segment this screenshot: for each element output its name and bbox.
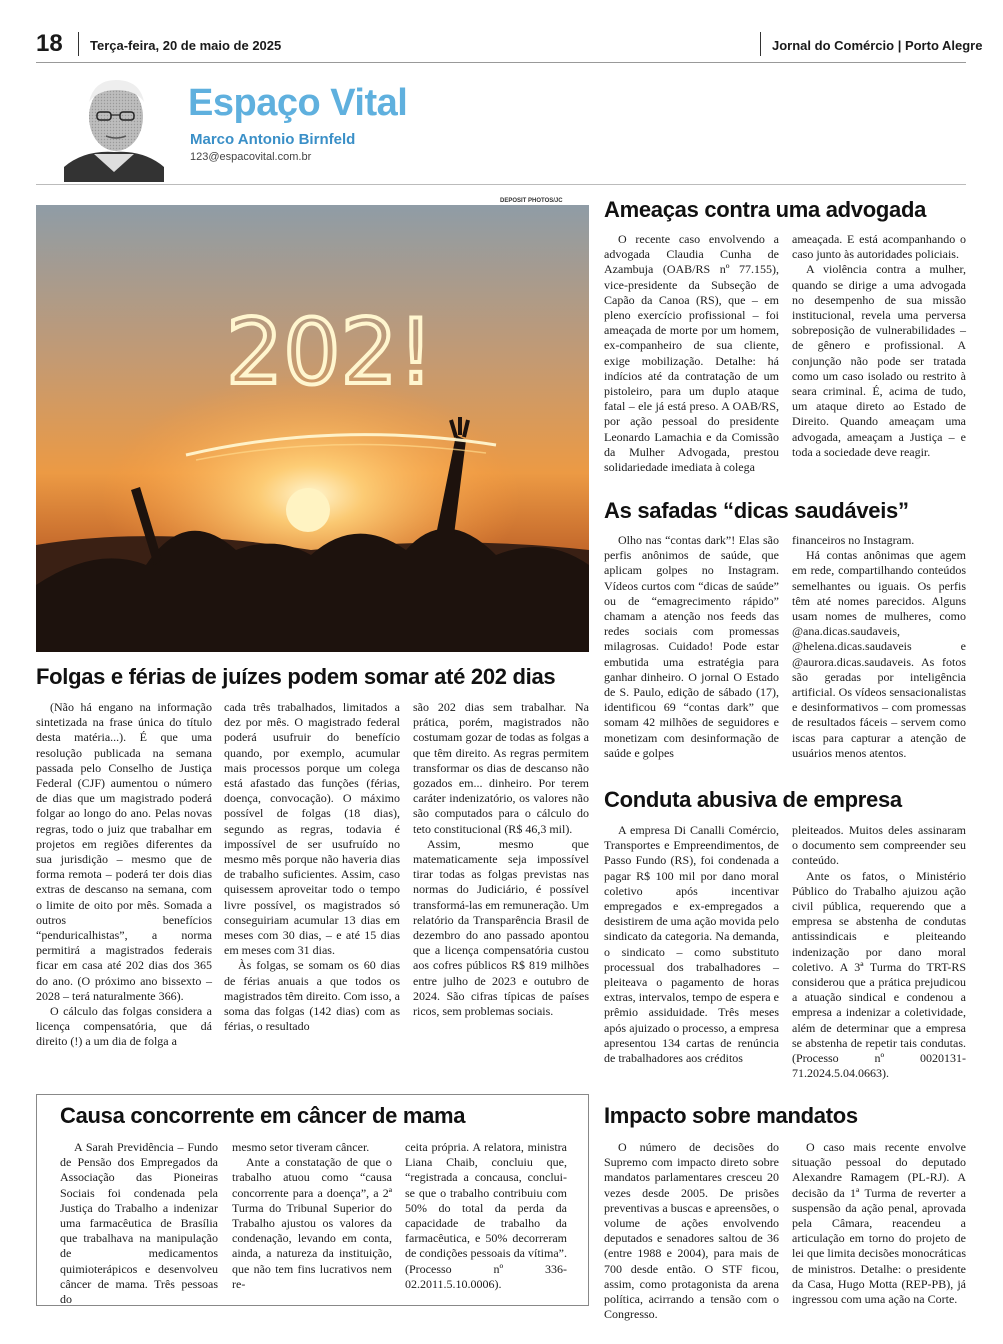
paragraph: ceita própria. A relatora, ministra Liana Chaib, concluiu que, “registrada a concausa, conclui-se que o trabalho contribuiu com 50% do total da perda da capacidade de trabalho da farmacêutica, e 50% decorreram de condições pessoais da vítima”. (Processo nº 336-02.2011.5.10.0006). xyxy=(405,1140,567,1291)
paragraph: ameaçada. E está acompanhando o caso junto às autoridades policiais. xyxy=(792,232,966,262)
author-email: 123@espacovital.com.br xyxy=(190,151,312,163)
sparkle-text: 202! xyxy=(226,300,434,405)
headline-ameacas: Ameaças contra uma advogada xyxy=(604,197,927,222)
article-ameacas-col1 xyxy=(604,232,779,475)
article-conduta-col1 xyxy=(604,823,779,1066)
paragraph: cada três trabalhados, limitados a dez por mês. O magistrado federal poderá usufruir do benefício quando, por exemplo, acumular mais processos porque um colega está afastado das funções (férias, doença, convocação). O máximo possível de folgas (18 dias), segundo as regras, todavia é impossível de ser usufruído no mesmo mês porque não haveria dias de trabalho suficientes. Assim, caso quisessem aproveitar todo o tempo livre possível, os magistrados só conseguiriam acumular 13 dias em meses com 30 dias, – e até 15 dias em meses com 31 dias. xyxy=(224,700,400,958)
paragraph: Às folgas, se somam os 60 dias de férias anuais a que todos os magistrados têm direito. Com isso, a soma das folgas (142 dias) com as férias, o resultado xyxy=(224,958,400,1034)
paragraph: O cálculo das folgas considera a licença compensatória, que dá direito (!) a um dia de folga a xyxy=(36,1004,212,1049)
photo-credit: DEPOSIT PHOTOS/JC xyxy=(500,198,563,204)
article-folgas-col2 xyxy=(224,700,400,1034)
column-author: Marco Antonio Birnfeld xyxy=(190,131,356,148)
page-number: 18 xyxy=(36,30,63,57)
paragraph: A empresa Di Canalli Comércio, Transportes e Empreendimentos, de Passo Fundo (RS), foi condenada a pagar R$ 100 mil por dano moral coletivo após incentivar empregados e ex-empregados a desistirem de uma ação movida pelo sindicato da categoria. Na demanda, o sindicato – como substituto processual dos trabalhadores – pleiteava o pagamento de horas extras, intervalos, tempo de espera e prêmio assiduidade. Três meses após ajuizado o processo, a empresa apresentou 134 cartas de renúncia de trabalhadores aos créditos xyxy=(604,823,779,1066)
section-rule xyxy=(36,184,966,185)
paragraph: (Não há engano na informação sintetizada na frase única do título desta matéria...). É que uma resolução publicada na semana passada pelo Conselho de Justiça Federal (CJF) aumentou o número de dias que um magistrado poderá folgar ao longo do ano. Pelas novas regras, todo o juiz que trabalhar em projetos em regiões diferentes da sua jurisdição – mesmo que de forma remota – poderá ter dois dias extras de descanso na semana, com o limite de oito por mês. Somada a outros benefícios “penduricalhistas”, a norma permitirá a magistrados federais ficar em casa até 202 dias dos 365 do ano. (O próximo ano bissexto – 2028 – terá naturalmente 366). xyxy=(36,700,212,1003)
article-folgas-col1 xyxy=(36,700,212,1050)
paragraph: pleiteados. Muitos deles assinaram o documento sem compreender seu conteúdo. xyxy=(792,823,966,868)
paragraph: A violência contra a mulher, quando se dirige a uma advogada no desempenho de sua missão institucional, revela uma perversa sobreposição de vulnerabilidades – de gênero e profissional. A conjunção não pode ser tratada como um caso isolado ou restrito à seara criminal. É, acima de tudo, um ataque direto ao Estado de Direito. Quando ameaçam uma advogada, ameaçam a Justiça – e toda a sociedade deve reagir. xyxy=(792,262,966,459)
article-ameacas-col2 xyxy=(792,232,966,460)
article-impacto-col2 xyxy=(792,1140,966,1307)
paragraph: Ante os fatos, o Ministério Público do Trabalho ajuizou ação civil pública, requerendo que a empresa se abstenha de condutas antissindicais e pleiteando indenização por dano moral coletivo. A 3ª Turma do TRT-RS considerou que a prática prejudicou a atuação sindical e condenou a empresa a indenizar a coletividade, além de determinar que a empresa se abstenha de repetir tais condutas. (Processo nº 0020131-71.2024.5.04.0663). xyxy=(792,868,966,1081)
paragraph: O recente caso envolvendo a advogada Claudia Cunha de Azambuja (OAB/RS nº 77.155), vice-presidente da Subseção de Capão da Canoa (RS), que – em pleno exercício profissional – foi ameaçada de morte por um homem, ex-companheiro de sua cliente, exige mobilização. Detalhe: há indícios até da contratação de um pistoleiro, para um duplo ataque fatal – ele já está preso. A OAB/RS, por ação pessoal do presidente Leonardo Lamachia e da Comissão da Mulher Advogada, prestou solidariedade imediata à colega xyxy=(604,232,779,475)
paragraph: O caso mais recente envolve situação pessoal do deputado Alexandre Ramagem (PL-RJ). A decisão da 1ª Turma de reverter a suspensão da ação penal, aprovada pela Câmara, reacendeu a articulação em torno do projeto de lei que limita decisões monocráticas de ministros. Detalhe: o presidente da Casa, Hugo Motta (REP-PB), já ingressou com uma ação na Corte. xyxy=(792,1140,966,1307)
newspaper-name: Jornal do Comércio | Porto Alegre xyxy=(772,38,983,53)
headline-impacto: Impacto sobre mandatos xyxy=(604,1103,858,1128)
author-portrait xyxy=(64,72,164,182)
headline-cancer: Causa concorrente em câncer de mama xyxy=(60,1103,466,1128)
headline-safadas: As safadas “dicas saudáveis” xyxy=(604,498,909,523)
paragraph: são 202 dias sem trabalhar. Na prática, porém, magistrados não costumam gozar de todas as folgas a que têm direito. As regras permitem transformar os dias de descanso não gozados em... dinheiro. Por terem caráter indenizatório, os valores não são computados para o cálculo do teto constitucional (R$ 46,3 mil). xyxy=(413,700,589,836)
paragraph: O número de decisões do Supremo com impacto direto sobre mandatos parlamentares cresceu 20 vezes desde 2005. De prisões preventivas a buscas e apreensões, o volume de ações envolvendo deputados e senadores saltou de 36 (entre 1988 e 2004), para mais de 700 desde então. O STF ficou, assim, como protagonista da arena política, acirrando a tensão com o Congresso. xyxy=(604,1140,779,1322)
sunset-photo xyxy=(36,205,589,652)
headline-folgas: Folgas e férias de juízes podem somar até 202 dias xyxy=(36,664,556,689)
header-rule xyxy=(36,62,966,63)
column-title: Espaço Vital xyxy=(188,82,408,124)
article-cancer-col1 xyxy=(60,1140,218,1307)
paragraph: Ante a constatação de que o trabalho atuou como “causa concorrente para a doença”, a 2ª Turma do Tribunal Superior do Trabalho ajustou os valores da condenação, levando em conta, ainda, a natureza da instituição, que não tem fins lucrativos nem re- xyxy=(232,1155,392,1291)
header-divider xyxy=(78,32,79,56)
paragraph: mesmo setor tiveram câncer. xyxy=(232,1140,370,1154)
headline-conduta: Conduta abusiva de empresa xyxy=(604,787,902,812)
article-safadas-col2 xyxy=(792,533,966,761)
paragraph: Assim, mesmo que matematicamente seja impossível tirar todas as folgas previstas nas normas do Judiciário, é possível transformá-las em remuneração. Um relatório da Transparência Brasil de dezembro do ano passado apontou que a licença compensatória custou aos cofres públicos R$ 819 milhões entre julho de 2023 e outubro de 2024. São cifras típicas de países ricos, sem problemas sociais. xyxy=(413,836,589,1019)
paragraph: Há contas anônimas que agem em rede, compartilhando conteúdos semelhantes ou iguais. Os perfis têm até nomes parecidos. Alguns usam nomes de mulheres, como @ana.dicas.saudaveis, @helena.dicas.saudaveis e @aurora.dicas.saudaveis. As fotos são geradas por inteligência artificial. Os vídeos sensacionalistas e desinformativos – com promessas de resultados fáceis – servem como iscas para capturar a atenção de usuários menos atentos. xyxy=(792,548,966,760)
paragraph: financeiros no Instagram. xyxy=(792,533,915,547)
article-cancer-col2 xyxy=(232,1140,392,1292)
article-impacto-col1 xyxy=(604,1140,779,1322)
paragraph: A Sarah Previdência – Fundo de Pensão dos Empregados da Associação das Pioneiras Sociais foi condenada pela Justiça do Trabalho a indenizar uma farmacêutica de Brasília que trabalhava na manipulação de medicamentos quimioterápicos e desenvolveu câncer de mama. Três pessoas do xyxy=(60,1140,218,1307)
header-divider-right xyxy=(760,32,761,56)
issue-date: Terça-feira, 20 de maio de 2025 xyxy=(90,38,282,53)
article-conduta-col2 xyxy=(792,823,966,1081)
paragraph: Olho nas “contas dark”! Elas são perfis anônimos de saúde, que aplicam golpes no Instagram. Vídeos curtos com “dicas de saúde” ou de “emagrecimento rápido” chamam a atenção nos feeds das redes sociais com promessas milagrosas. Cuidado! Pode estar embutida uma estratégia para ganhar dinheiro. O jornal O Estado de S. Paulo, edição de sábado (17), identificou 69 “contas dark” que somam 42 milhões de seguidores e monetizam com desinformação de saúde e golpes xyxy=(604,533,779,760)
article-folgas-col3 xyxy=(413,700,589,1019)
article-safadas-col1 xyxy=(604,533,779,761)
article-cancer-col3 xyxy=(405,1140,567,1292)
